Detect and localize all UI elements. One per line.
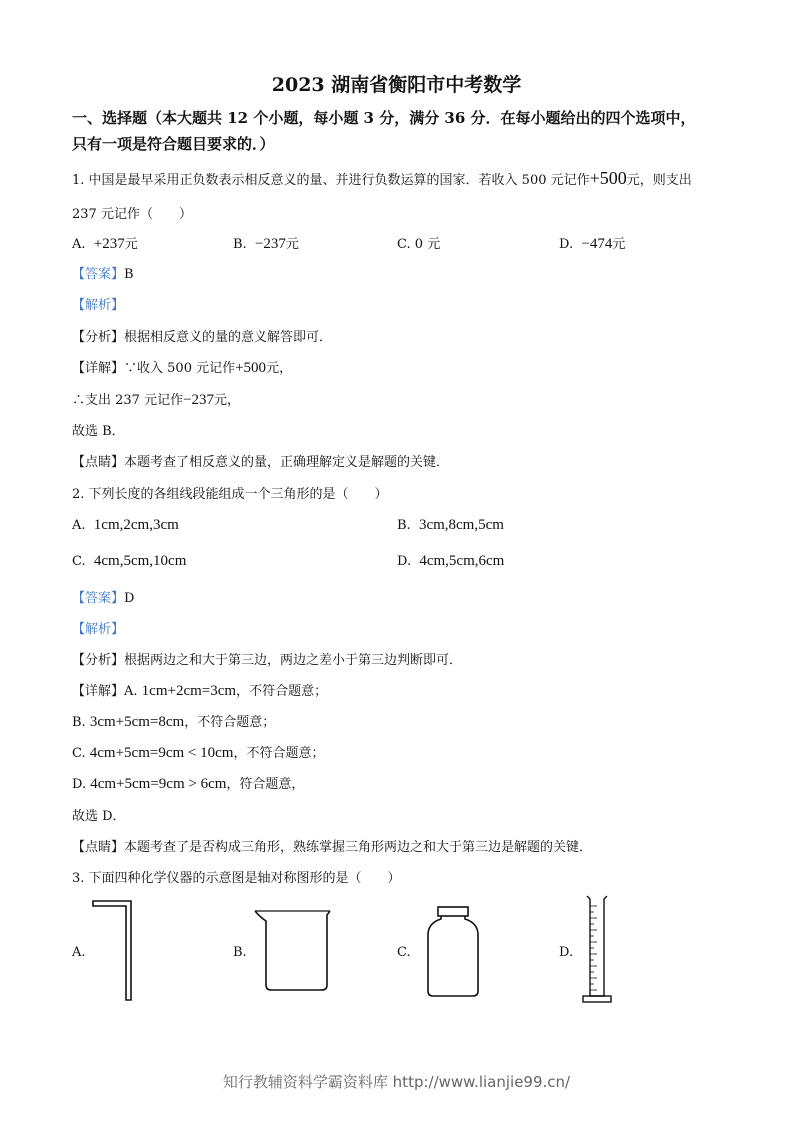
q1-option-b: B. −237元 (233, 236, 299, 252)
page-title: 2023 湖南省衡阳市中考数学 (271, 74, 522, 96)
q1-option-d: D. −474元 (559, 236, 626, 252)
q1-jiexi-tag: 【解析】 (72, 298, 125, 313)
section-heading-line1: 一、选择题（本大题共 12 个小题，每小题 3 分，满分 36 分．在每小题给出的四个选项中， (72, 109, 696, 127)
q3-option-d-letter: D. (559, 945, 574, 960)
q2-answer: 【答案】D (72, 591, 135, 606)
q1-analysis: 【分析】根据相反意义的量的意义解答即可． (72, 330, 333, 345)
q1-stem-text: 1. 中国是最早采用正负数表示相反意义的量、并进行负数运算的国家．若收入 500 元记作 (72, 173, 590, 188)
q1-comment: 【点睛】本题考查了相反意义的量，正确理解定义是解题的关键． (72, 455, 450, 470)
q2-choose: 故选 D． (72, 809, 126, 824)
bottle-icon (424, 905, 482, 999)
q1-stem-value: +500 (589, 168, 627, 188)
beaker-icon (252, 907, 332, 993)
q1-choose: 故选 B． (72, 424, 125, 439)
q1-answer: 【答案】B (72, 267, 134, 282)
q3-option-a-letter: A. (72, 945, 86, 960)
q2-comment: 【点睛】本题考查了是否构成三角形，熟练掌握三角形两边之和大于第三边是解题的关键． (72, 840, 593, 855)
q2-detail-line-a: 【详解】A. 1cm+2cm=3cm，不符合题意； (72, 683, 328, 699)
section-heading-line2: 只有一项是符合题目要求的．） (72, 135, 275, 153)
l-tube-icon (90, 898, 135, 1004)
q2-detail-line-c: C. 4cm+5cm=9cm < 10cm，不符合题意； (72, 745, 325, 761)
q1-stem-line1 (72, 168, 692, 189)
q2-option-d: D. 4cm,5cm,6cm (397, 553, 505, 569)
q1-detail-line1: 【详解】∵收入 500 元记作+500元， (72, 360, 293, 376)
q2-analysis: 【分析】根据两边之和大于第三边，两边之差小于第三边判断即可． (72, 653, 463, 668)
q2-option-b: B. 3cm,8cm,5cm (397, 517, 504, 533)
q2-stem: 2. 下列长度的各组线段能组成一个三角形的是（ ） (72, 487, 388, 502)
q1-option-a: A. +237元 (72, 236, 138, 252)
q2-detail-line-d: D. 4cm+5cm=9cm > 6cm，符合题意， (72, 776, 305, 792)
q2-detail-line-b: B. 3cm+5cm=8cm，不符合题意； (72, 714, 276, 730)
q1-stem-end: 元，则支出 (626, 173, 692, 188)
q3-stem: 3. 下面四种化学仪器的示意图是轴对称图形的是（ ） (72, 871, 401, 886)
q3-option-c-letter: C. (397, 945, 411, 960)
q2-option-c: C. 4cm,5cm,10cm (72, 553, 187, 569)
q1-detail-line2: ∴支出 237 元记作−237元， (72, 392, 241, 408)
q2-jiexi-tag: 【解析】 (72, 622, 125, 637)
graduated-cylinder-icon (580, 892, 614, 1008)
q2-option-a: A. 1cm,2cm,3cm (72, 517, 179, 533)
q1-option-c: C. 0 元 (397, 237, 441, 252)
q1-stem-line2: 237 元记作（ ） (72, 207, 192, 222)
footer-watermark: 知行教辅资料学霸资料库 http://www.lianjie99.cn/ (222, 1073, 571, 1091)
q3-option-b-letter: B. (233, 945, 247, 960)
